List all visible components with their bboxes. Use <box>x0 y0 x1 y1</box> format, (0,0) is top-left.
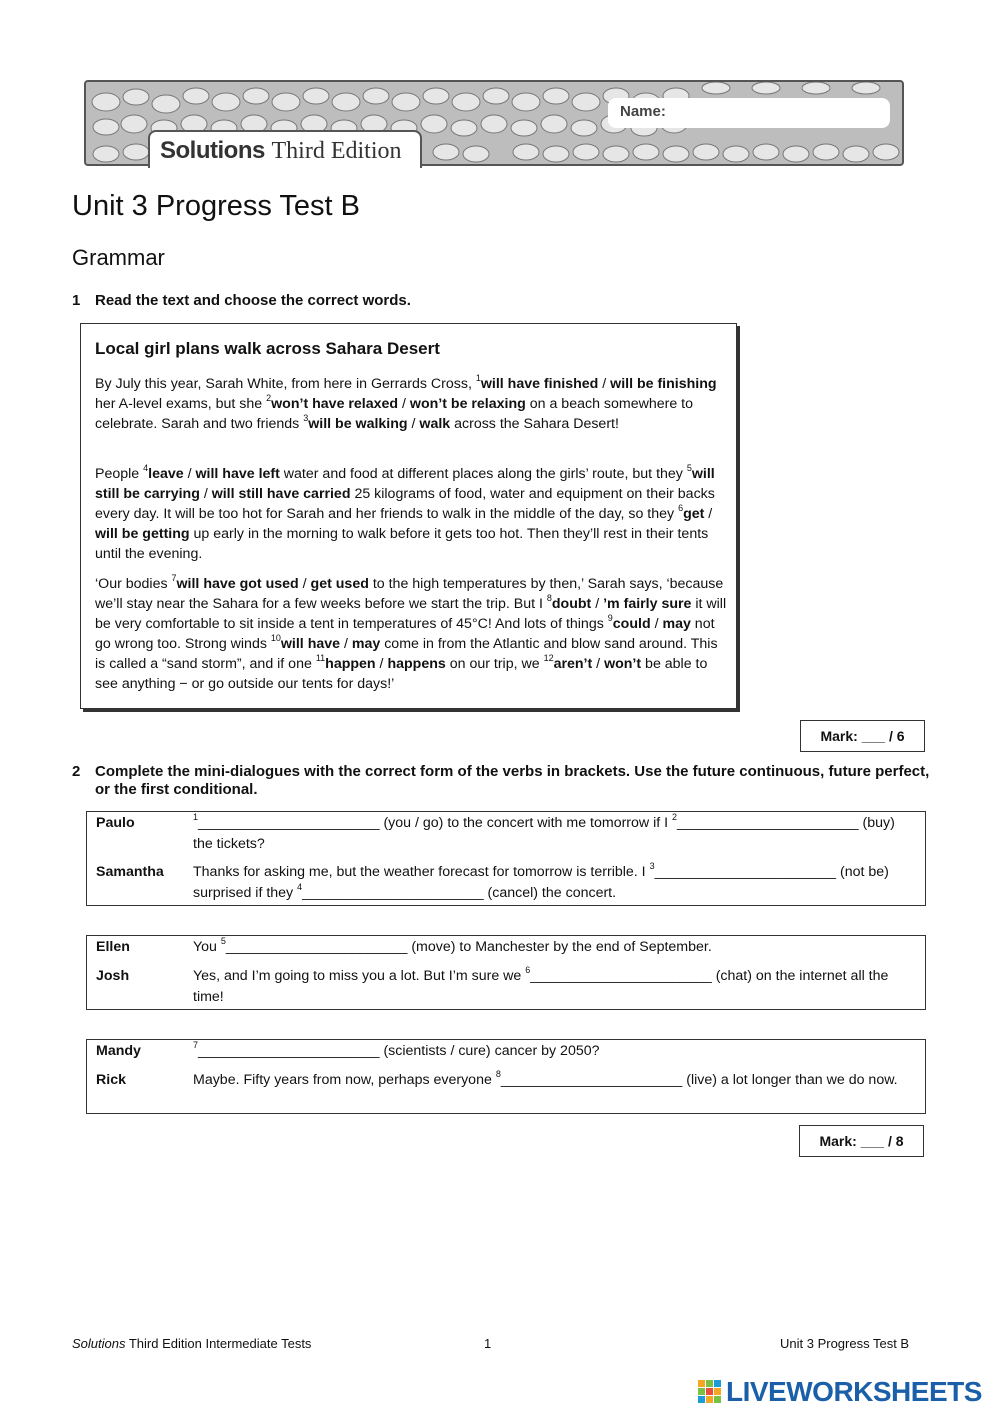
speaker-name: Mandy <box>96 1043 141 1059</box>
logo-edition-text: Third Edition <box>271 138 402 164</box>
instruction-text: Complete the mini-dialogues with the correct form of the verbs in brackets. Use the future continuous, future perfect, or the first conditional. <box>95 763 930 798</box>
liveworksheets-logo-icon <box>698 1378 724 1408</box>
dialogue-line: Yes, and I’m going to miss you a lot. But I’m sure we $^6$_______________________ (chat) on the internet all the time! <box>193 965 889 1005</box>
exercise-number: 2 <box>72 763 81 780</box>
answer-blank-2[interactable]: _______________________ <box>677 815 859 831</box>
speaker-name: Rick <box>96 1072 126 1088</box>
footer-series-rest: Third Edition Intermediate Tests <box>125 1336 312 1351</box>
speaker-name: Ellen <box>96 939 130 955</box>
dialogue-1 <box>86 811 926 906</box>
speaker-name: Josh <box>96 968 130 984</box>
page-number: 1 <box>484 1336 492 1351</box>
speaker-name: Paulo <box>96 815 135 831</box>
answer-blank-5[interactable]: _______________________ <box>225 939 408 955</box>
footer-series-italic: Solutions <box>72 1336 126 1351</box>
section-title: Grammar <box>72 245 165 270</box>
exercise-number: 1 <box>72 292 81 309</box>
logo-strong-text: Solutions <box>160 137 265 164</box>
footer-left <box>72 1336 311 1351</box>
mark-box-exercise1: Mark: ___ / 6 <box>800 720 925 752</box>
answer-blank-7[interactable]: _______________________ <box>198 1043 380 1059</box>
answer-blank-1[interactable]: _______________________ <box>198 815 380 831</box>
reading-box <box>80 323 737 709</box>
article-title: Local girl plans walk across Sahara Desert <box>95 339 440 358</box>
answer-blank-3[interactable]: _______________________ <box>654 864 837 880</box>
answer-blank-4[interactable]: _______________________ <box>302 884 484 901</box>
answer-blank-8[interactable]: _______________________ <box>500 1072 683 1088</box>
article-paragraph-3: ‘Our bodies $^7$will have got used / get used to the high temperatures by then,’ Sarah says, ‘because we’ll stay near the Sahara for a few weeks before we start the trip. But I $^8$doubt / ’m fairly sure it will be very comfortable to sit inside a tent in temperatures of 45°C! And lots of things $^9$could / may not go wrong too. Strong winds $^{10}$will have / may come in from the Atlantic and blow sand around. This is called a “sand storm”, and if one $^{11}$happen / happens on our trip, we $^{12}$aren’t / won’t be able to see anything − or go outside our tents for days!’ <box>95 573 727 692</box>
article-paragraph-2: People $^4$leave / will have left water and food at different places along the girls’ route, but they $^5$will still be carrying / will still have carried 25 kilograms of food, water and equipment on their backs every day. It will be too hot for Sarah and her friends to walk in the middle of the day, so they $^6$get / will be getting up early in the morning to walk before it gets too hot. Then they’ll rest in their tents until the evening. <box>95 463 715 562</box>
instruction-text: Read the text and choose the correct words. <box>95 292 411 309</box>
mark-box-exercise2: Mark: ___ / 8 <box>799 1125 924 1157</box>
dialogue-line: Thanks for asking me, but the weather forecast for tomorrow is terrible. I $^3$_______________________ (not be) surprised if they $^4$_______________________ (cancel) the concert. <box>193 861 889 901</box>
solutions-logo <box>160 137 401 165</box>
article-paragraph-1: By July this year, Sarah White, from here in Gerrards Cross, $^1$will have finished / will be finishing her A-level exams, but she $^2$won’t have relaxed / won’t be relaxing on a beach somewhere to celebrate. Sarah and two friends $^3$will be walking / walk across the Sahara Desert! <box>95 373 717 432</box>
dialogue-line: $^1$_______________________ (you / go) to the concert with me tomorrow if I $^2$_______________________ (buy) the tickets? <box>193 812 895 852</box>
dialogue-line: Maybe. Fifty years from now, perhaps everyone $^8$_______________________ (live) a lot longer than we do now. <box>193 1069 898 1088</box>
liveworksheets-watermark: LIVEWORKSHEETS <box>726 1376 982 1407</box>
dialogue-line: You $^5$_______________________ (move) to Manchester by the end of September. <box>193 936 712 955</box>
speaker-name: Samantha <box>96 864 164 880</box>
dialogue-2 <box>86 935 926 1010</box>
dialogue-3 <box>86 1039 926 1114</box>
page-title: Unit 3 Progress Test B <box>72 190 360 222</box>
name-label: Name: <box>620 103 666 120</box>
answer-blank-6[interactable]: _______________________ <box>530 968 712 984</box>
footer-right: Unit 3 Progress Test B <box>780 1336 910 1351</box>
dialogue-line: $^7$_______________________ (scientists / cure) cancer by 2050? <box>193 1040 600 1059</box>
